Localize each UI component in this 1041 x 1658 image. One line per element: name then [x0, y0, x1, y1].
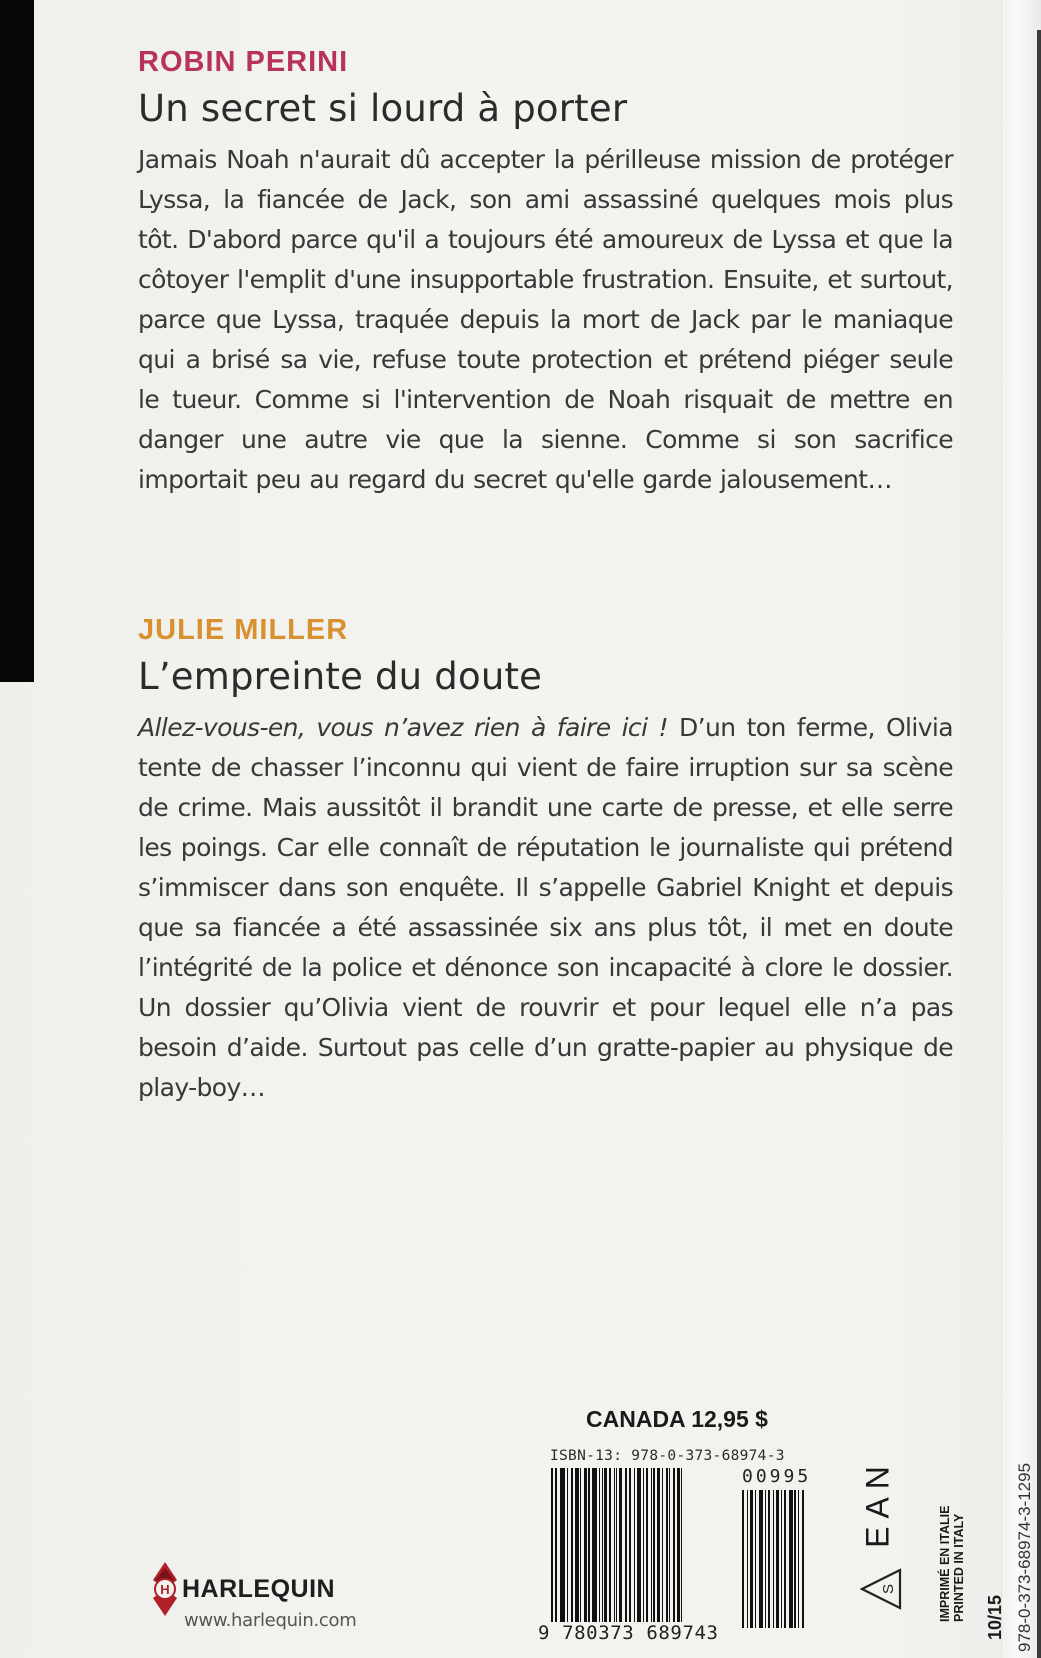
author-name: ROBIN PERINI	[138, 46, 349, 78]
publisher-name: HARLEQUIN	[182, 1574, 336, 1603]
cover-right-shadow	[1037, 30, 1041, 1658]
ean-number: 9 780373 689743	[538, 1622, 719, 1644]
book-blurb: Jamais Noah n'aurait dû accepter la périlleuse mission de protéger Lyssa, la fiancée de Jack, son ami assassiné quelques mois plus tôt. D'abord parce qu'il a toujours été amoureux de Lyssa et que la côtoyer l'emplit d'une insupportable frustration. Ensuite, et surtout, parce que Lyssa, traquée depuis la mort de Jack par le maniaque qui a brisé sa vie, refuse toute protection et prétend piéger seule le tueur. Comme si l'intervention de Noah risquait de mettre en danger une autre vie que la sienne. Comme si son sacrifice importait peu au regard du secret qu'elle garde jalousement…	[138, 145, 953, 494]
publisher-url[interactable]: www.harlequin.com	[184, 1610, 357, 1631]
side-isbn: 978-0-373-68974-3-1295	[1015, 1462, 1034, 1652]
price-label: CANADA 12,95 $	[586, 1406, 768, 1432]
ean-barcode	[551, 1468, 733, 1628]
svg-text:S: S	[880, 1583, 897, 1595]
book-summary-2	[138, 614, 953, 1108]
print-date-code: 10/15	[985, 1594, 1005, 1640]
book-blurb	[138, 708, 953, 1108]
publisher-logo	[152, 1562, 335, 1616]
blurb-quote: Allez-vous-en, vous n’avez rien à faire ici !	[138, 713, 668, 742]
harlequin-diamond-icon	[152, 1562, 178, 1616]
author-name: JULIE MILLER	[138, 614, 349, 646]
ean-label: EAN	[859, 1458, 896, 1548]
svg-text:H: H	[160, 1582, 170, 1597]
isbn-label: ISBN-13: 978-0-373-68974-3	[550, 1448, 785, 1464]
barcode-addon-number: 00995	[742, 1466, 812, 1487]
cover-right-edge	[1001, 0, 1041, 1658]
printed-in-label: IMPRIMÉ EN ITALIE PRINTED IN ITALY	[938, 1505, 966, 1622]
addon-barcode	[742, 1490, 834, 1628]
book-title: L’empreinte du doute	[138, 655, 543, 698]
blurb-body: D’un ton ferme, Olivia tente de chasser l’inconnu qui vient de faire irruption sur sa scène de crime. Mais aussitôt il brandit une carte de presse, et elle serre les poings. Car elle connaît de réputation le journaliste qui prétend s’immiscer dans son enquête. Il s’appelle Gabriel Knight et depuis que sa fiancée a été assassinée six ans plus tôt, il met en doute l’intégrité de la police et dénonce son incapacité à clore le dossier. Un dossier qu’Olivia vient de rouvrir et pour lequel elle n’a pas besoin d’aide. Surtout pas celle d’un gratte-papier au physique de play-boy…	[138, 713, 954, 1102]
s-triangle-icon	[860, 1564, 902, 1614]
book-title: Un secret si lourd à porter	[138, 87, 628, 130]
book-spine-edge	[0, 0, 34, 682]
book-summary-1	[138, 46, 953, 500]
